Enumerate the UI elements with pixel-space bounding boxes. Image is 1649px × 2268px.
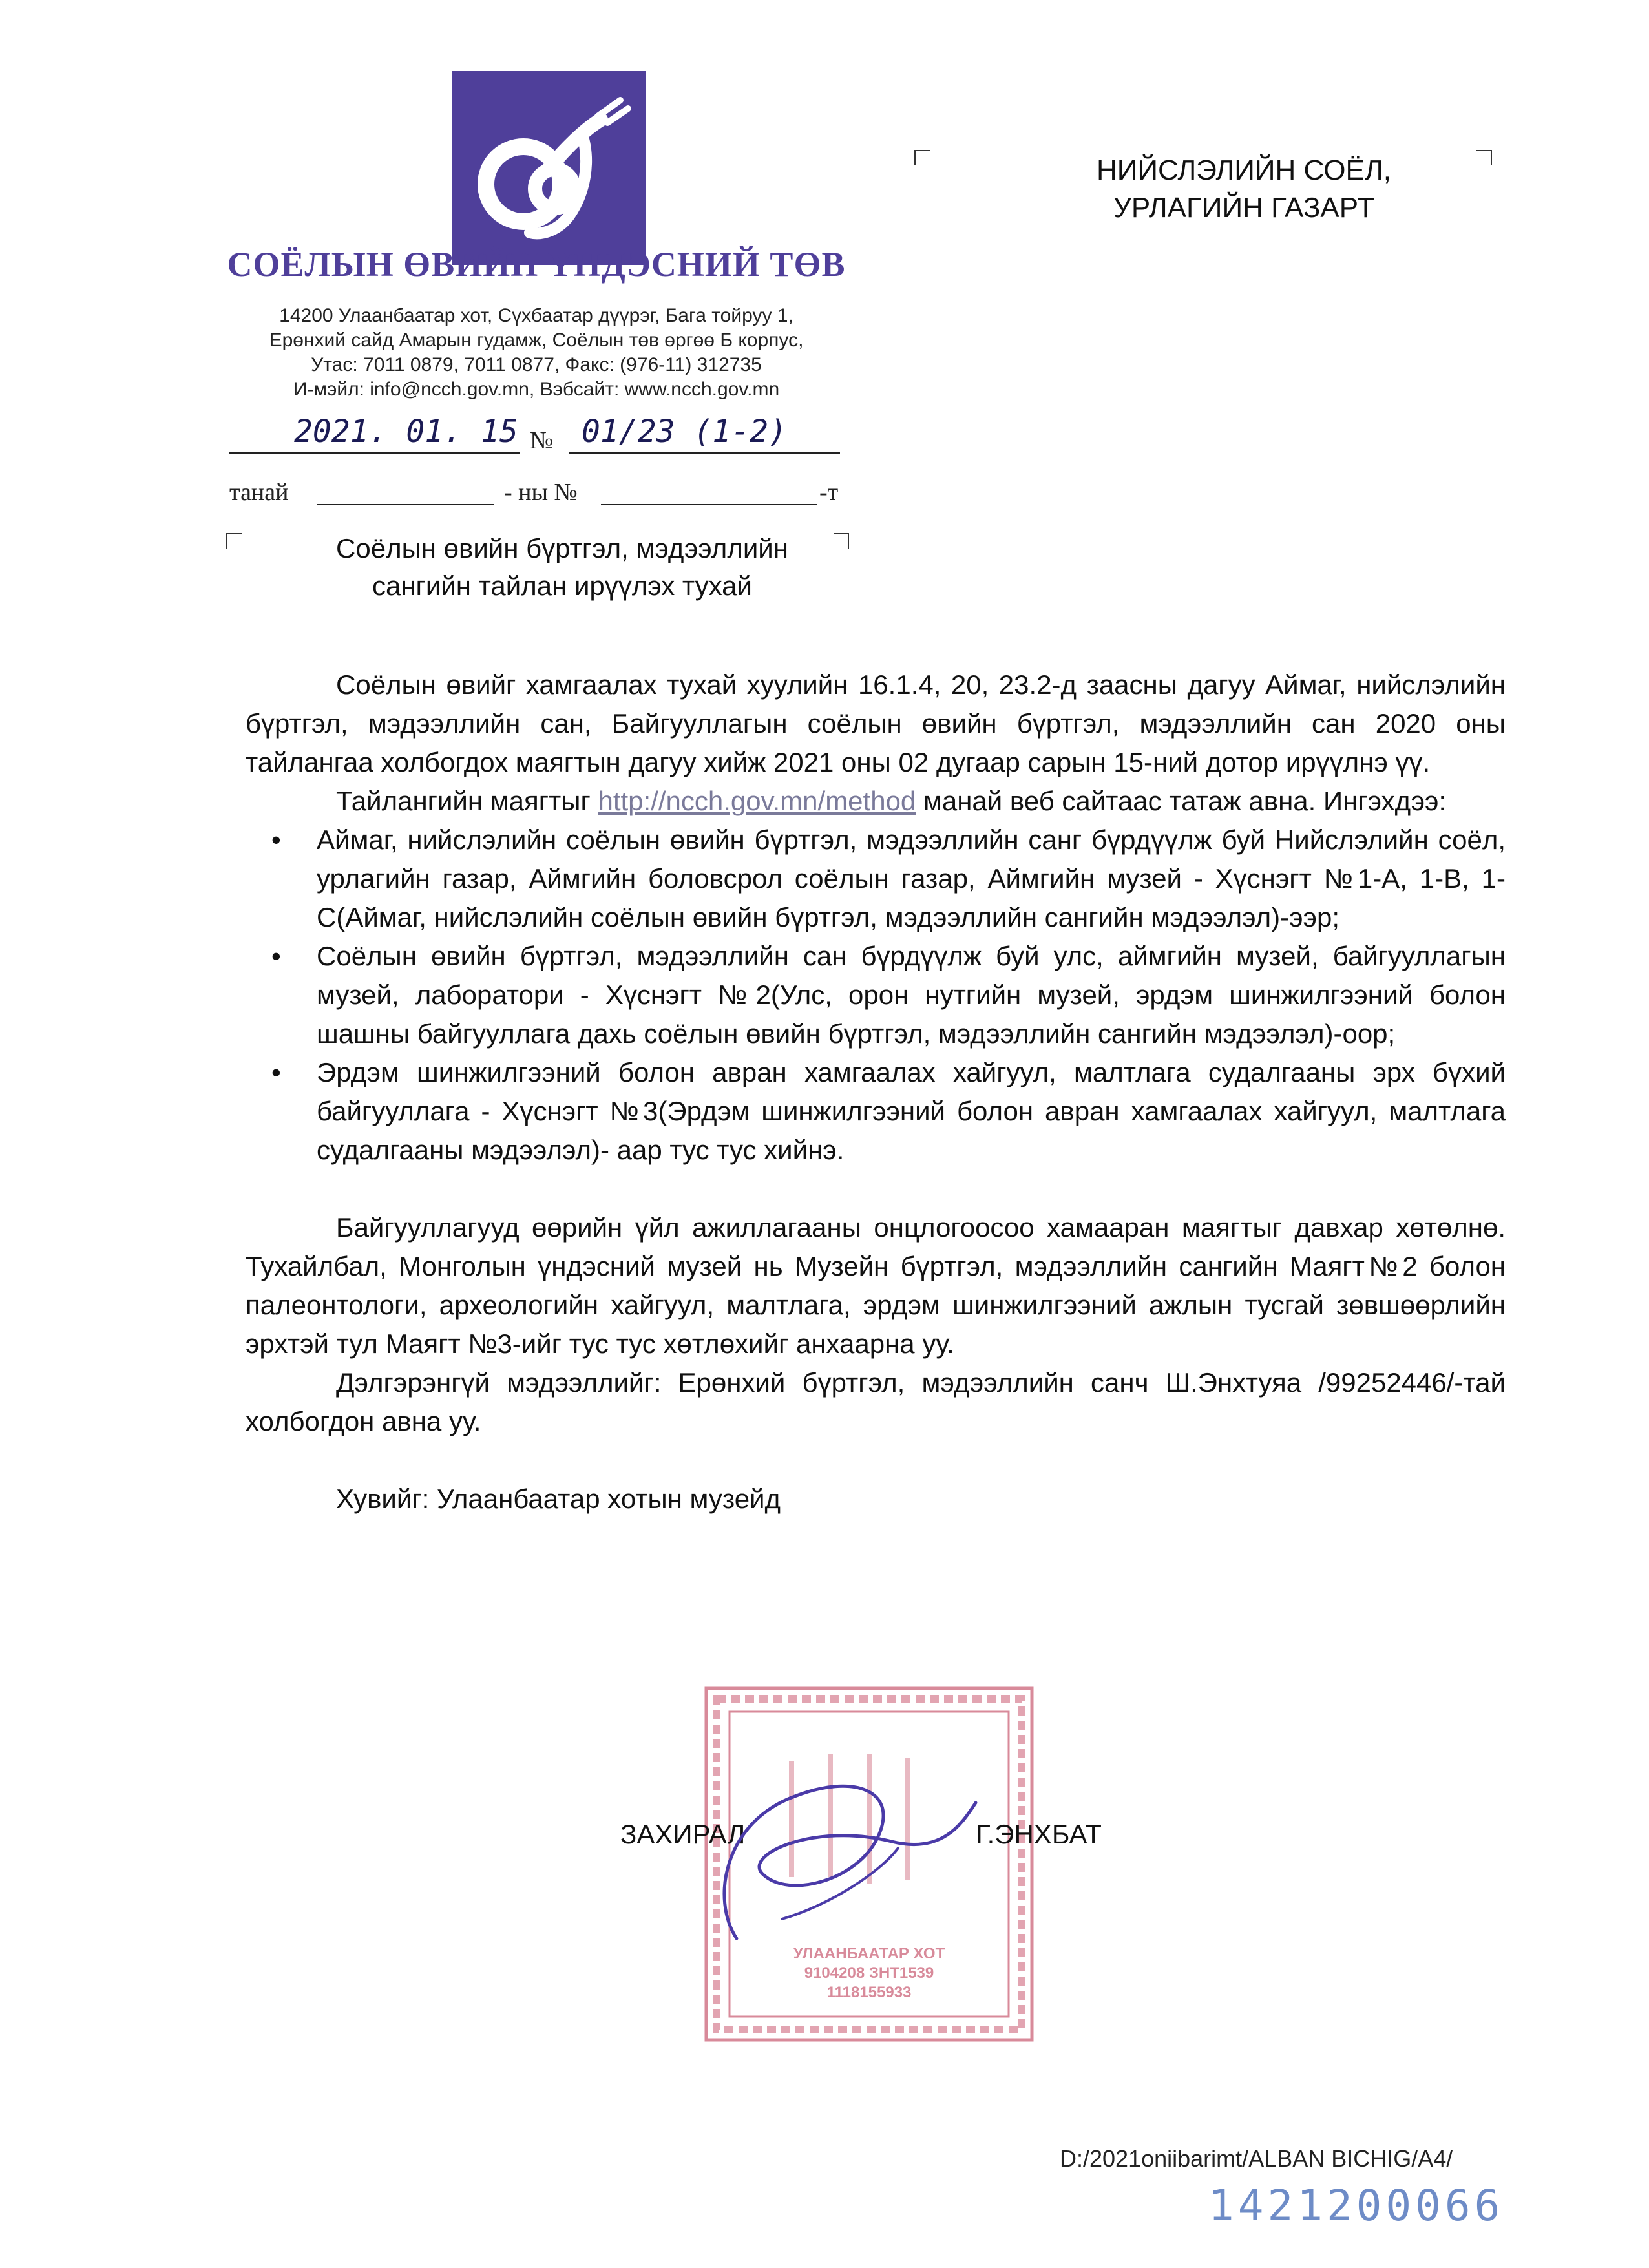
list-item [271,821,1506,937]
your-number-line [601,504,817,505]
paragraph-2-before: Тайлангийн маягтыг [336,786,598,816]
form-list [246,821,1506,1170]
list-item-text: Аймаг, нийслэлийн соёлын өвийн бүртгэл, мэдээллийн санг бүрдүүлж буй Нийслэлийн соёл, урлагийн газар, Аймгийн боловсрол соёлын газар, Аймгийн музей - Хүснэгт №1-А, 1-В, 1-С(Аймаг, нийслэлийн соёлын өвийн бүртгэл, мэдээллийн сангийн мэдээлэл)-ээр; [317,824,1506,932]
paragraph-2-after: манай веб сайтаас татаж авна. Ингэхдээ: [916,786,1447,816]
your-number-label: - ны № [504,479,578,506]
paragraph-1: Соёлын өвийг хамгаалах тухай хуулийн 16.1.4, 20, 23.2-д заасны дагуу Аймаг, нийслэлийн бүртгэл, мэдээллийн сан, Байгууллагын соёлын өвийн бүртгэл, мэдээллийн сан 2020 оны тайлангаа холбогдох маягтын дагуу хийж 2021 оны 02 дугаар сарын 15-ний дотор ирүүлнэ үү. [246,669,1506,777]
stamp-register: 1118155933 [826,1984,912,2001]
subject-corner-left [226,533,242,549]
file-path: D:/2021oniibarimt/ALBAN BICHIG/A4/ [1060,2145,1453,2172]
contact-line: И-мэйл: info@ncch.gov.mn, Вэбсайт: www.ncch.gov.mn [293,379,780,400]
list-item-text: Соёлын өвийн бүртгэл, мэдээллийн сан бүрдүүлж буй улс, аймгийн музей, байгууллагын музей, лаборатори - Хүснэгт №2(Улс, орон нутгийн музей, эрдэм шинжилгээний болон шашны байгууллага дахь соёлын өвийн бүртгэл, мэдээллийн сангийн мэдээлэл)-оор; [317,941,1506,1049]
your-label: танай [229,479,289,506]
list-item-text: Эрдэм шинжилгээний болон авран хамгаалах хайгуул, малтлага судалгааны эрх бүхий байгууллага - Хүснэгт №3(Эрдэм шинжилгээний болон авран хамгаалах хайгуул, малтлага судалгааны мэдээлэл)- аар тус тус хийнэ. [317,1057,1506,1165]
bullet-icon: • [271,941,281,971]
stamp-city: УЛААНБААТАР ХОТ [793,1945,945,1962]
signature-icon [685,1745,995,1958]
number-underline [569,452,840,454]
address-line-2: Ерөнхий сайд Амарын гудамж, Соёлын төв өргөө Б корпус, [269,330,804,351]
paragraph-4: Дэлгэрэнгүй мэдээллийг: Ерөнхий бүртгэл, мэдээллийн санч Ш.Энхтуяа /99252446/-тай холбогдон авна уу. [246,1367,1506,1436]
number-label: № [530,427,554,454]
bullet-icon: • [271,824,281,855]
method-link[interactable]: http://ncch.gov.mn/method [598,786,916,816]
paragraph-2 [246,782,1506,821]
document-date: 2021. 01. 15 [294,414,518,450]
organization-name: СОЁЛЫН ӨВИЙН ҮНДЭСНИЙ ТӨВ [227,245,846,284]
registration-number: 1421200066 [1208,2181,1504,2231]
date-underline [229,452,520,454]
ncch-logo-icon [452,71,646,265]
organization-logo [452,71,646,265]
address-line-1: 14200 Улаанбаатар хот, Сүхбаатар дүүрэг, Бага тойруу 1, [279,305,793,326]
your-date-line [317,504,494,505]
subject-line-1: Соёлын өвийн бүртгэл, мэдээллийн [336,533,788,563]
t-suffix: -т [819,479,839,506]
spacer [246,1170,1506,1208]
signatory-title: ЗАХИРАЛ [620,1819,746,1849]
list-item [271,1053,1506,1170]
recipient-line-1: НИЙСЛЭЛИЙН СОЁЛ, [1096,154,1391,186]
list-item [271,937,1506,1053]
letter-body [246,666,1506,1518]
copy-to: Хувийг: Улаанбаатар хотын музейд [336,1484,781,1514]
paragraph-3: Байгууллагууд өөрийн үйл ажиллагааны онцлогоосоо хамааран маягтыг давхар хөтөлнө. Тухайлбал, Монголын үндэсний музей нь Музейн бүртгэл, мэдээллийн сангийн Маягт№2 болон палеонтологи, археологийн хайгуул, малтлага, эрдэм шинжилгээний ажлын тусгай зөвшөөрлийн эрхтэй тул Маягт №3-ийг тус тус хөтлөхийг анхаарна уу. [246,1212,1506,1359]
document-number: 01/23 (1-2) [582,414,787,450]
recipient-block [1002,152,1486,227]
recipient-corner-left [914,150,930,165]
stamp-codes: 9104208 ЗНТ1539 [804,1964,934,1982]
signatory-name: Г.ЭНХБАТ [976,1819,1102,1849]
subject [246,530,879,605]
spacer [246,1441,1506,1480]
subject-line-2: сангийн тайлан ирүүлэх тухай [372,571,752,601]
bullet-icon: • [271,1057,281,1087]
recipient-line-2: УРЛАГИЙН ГАЗАРТ [1113,192,1375,224]
address-line-3: Утас: 7011 0879, 7011 0877, Факс: (976-11) 312735 [311,354,762,375]
